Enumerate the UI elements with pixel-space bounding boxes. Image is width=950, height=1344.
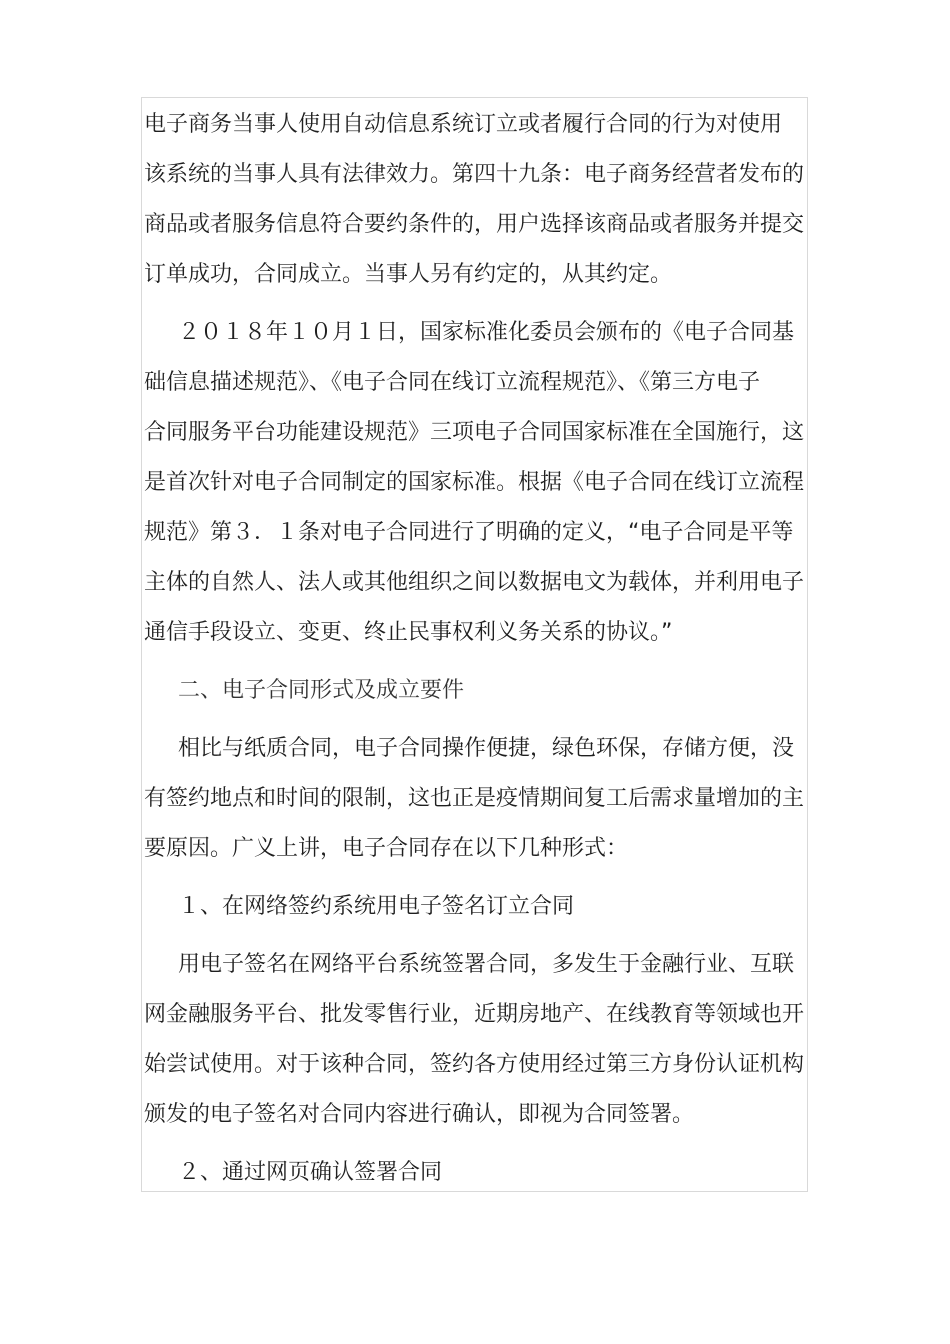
document-body (144, 100, 824, 1198)
text-line: 订单成功，合同成立。当事人另有约定的，从其约定。 (144, 262, 673, 287)
subsection-heading-1: １、在网络签约系统用电子签名订立合同 (178, 894, 575, 919)
text-line: 网金融服务平台、批发零售行业，近期房地产、在线教育等领域也开 (144, 1002, 805, 1027)
text-line: 规范》第３．１条对电子合同进行了明确的定义，“电子合同是平等 (144, 520, 794, 545)
text-line: 有签约地点和时间的限制，这也正是疫情期间复工后需求量增加的主 (144, 786, 805, 811)
text-line: 主体的自然人、法人或其他组织之间以数据电文为载体，并利用电子 (144, 570, 805, 595)
text-line: 础信息描述规范》、《电子合同在线订立流程规范》、《第三方电子 (144, 370, 761, 395)
section-heading: 二、电子合同形式及成立要件 (178, 678, 465, 703)
text-line: 颁发的电子签名对合同内容进行确认，即视为合同签署。 (144, 1102, 695, 1127)
paragraph-legal-effect (144, 100, 824, 300)
text-line: 是首次针对电子合同制定的国家标准。根据《电子合同在线订立流程 (144, 470, 805, 495)
text-line: 始尝试使用。对于该种合同，签约各方使用经过第三方身份认证机构 (144, 1052, 805, 1077)
text-line: 电子商务当事人使用自动信息系统订立或者履行合同的行为对使用 (144, 112, 783, 137)
text-line: 通信手段设立、变更、终止民事权利义务关系的协议。” (144, 620, 673, 645)
paragraph-e-signature (144, 940, 824, 1140)
text-line: ２０１８年１０月１日，国家标准化委员会颁布的《电子合同基 (178, 320, 795, 345)
subsection-heading-2: ２、通过网页确认签署合同 (178, 1160, 443, 1185)
text-line: 要原因。广义上讲，电子合同存在以下几种形式： (144, 836, 629, 861)
text-line: 用电子签名在网络平台系统签署合同，多发生于金融行业、互联 (178, 952, 795, 977)
text-line: 该系统的当事人具有法律效力。第四十九条：电子商务经营者发布的 (144, 162, 805, 187)
text-line: 相比与纸质合同，电子合同操作便捷，绿色环保，存储方便，没 (178, 736, 795, 761)
text-line: 商品或者服务信息符合要约条件的，用户选择该商品或者服务并提交 (144, 212, 805, 237)
text-line: 合同服务平台功能建设规范》三项电子合同国家标准在全国施行，这 (144, 420, 805, 445)
paragraph-national-standards (144, 308, 824, 658)
paragraph-advantages (144, 724, 824, 874)
